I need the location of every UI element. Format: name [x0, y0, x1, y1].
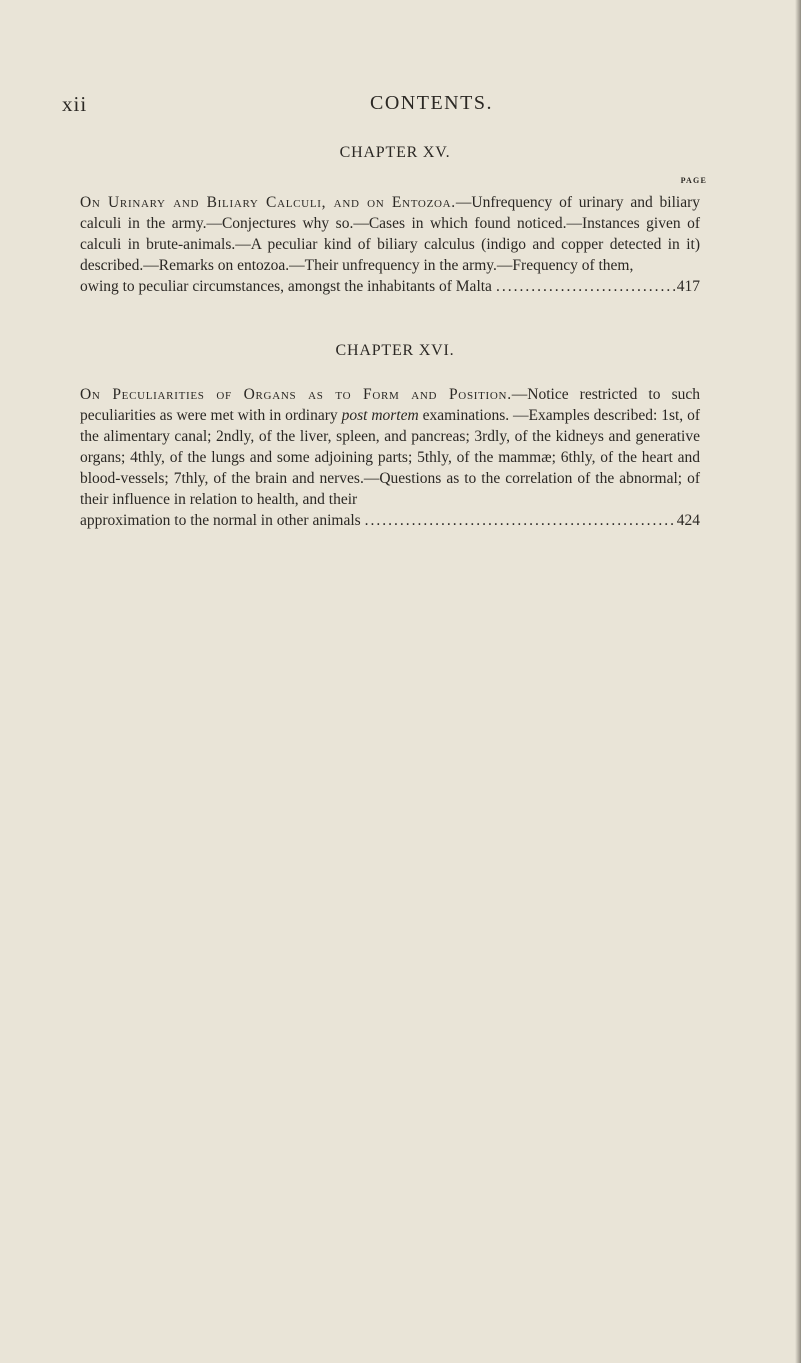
- entry-body: —Unfrequency of urinary and biliary calculi in the army.—Conjectures why so.—Cases in which found noticed.—Instances given of calculi in brute-animals.—A peculiar kind of biliary calculus (indigo and copper detected in it) described.—Remarks on entozoa.—Their unfrequency in the army.—Frequency of them,: [80, 194, 701, 274]
- contents-entry: [80, 384, 700, 531]
- entry-body-end: examinations. —Examples described: 1st, of the alimentary canal; 2ndly, of the liver, spleen, and pancreas; 3rdly, of the kidneys and generative organs; 4thly, of the lungs and some adjoining parts; 5thly, of the mammæ; 6thly, of the heart and blood-vessels; 7thly, of the brain and nerves.—Questions as to the correlation of the abnormal; of their influence in relation to health, and their: [80, 407, 701, 508]
- page-number: 424: [676, 512, 700, 529]
- page-folio: xii: [62, 92, 88, 116]
- entry-last-text: approximation to the normal in other animals: [80, 512, 361, 529]
- page-edge-shadow: [795, 0, 801, 1363]
- chapter-title: CHAPTER XV.: [339, 144, 451, 161]
- entry-last-line: [80, 510, 700, 531]
- entry-last-line: [80, 276, 700, 297]
- entry-body-start: —Notice restricted to such peculiarities as were met with in ordinary: [80, 386, 700, 424]
- entry-lead: On Peculiarities of Organs as to Form and Position.: [80, 386, 512, 403]
- entry-italic: post mortem: [341, 407, 419, 424]
- page-number: 417: [676, 278, 700, 295]
- chapter-xvi: [80, 342, 700, 531]
- contents-entry: [80, 192, 700, 297]
- entry-last-text: owing to peculiar circumstances, amongst the inhabitants of Malta: [80, 278, 492, 295]
- leader-dots: [492, 276, 677, 297]
- leader-dots: [361, 510, 677, 531]
- entry-text: [80, 192, 700, 276]
- chapter-xv: [80, 144, 707, 297]
- entry-lead: On Urinary and Biliary Calculi, and on Entozoa.: [80, 194, 456, 211]
- running-title: CONTENTS.: [370, 92, 493, 114]
- entry-text: [80, 384, 700, 510]
- running-head: [62, 92, 722, 122]
- page-column-label: PAGE: [680, 176, 707, 185]
- chapter-title: CHAPTER XVI.: [335, 342, 455, 359]
